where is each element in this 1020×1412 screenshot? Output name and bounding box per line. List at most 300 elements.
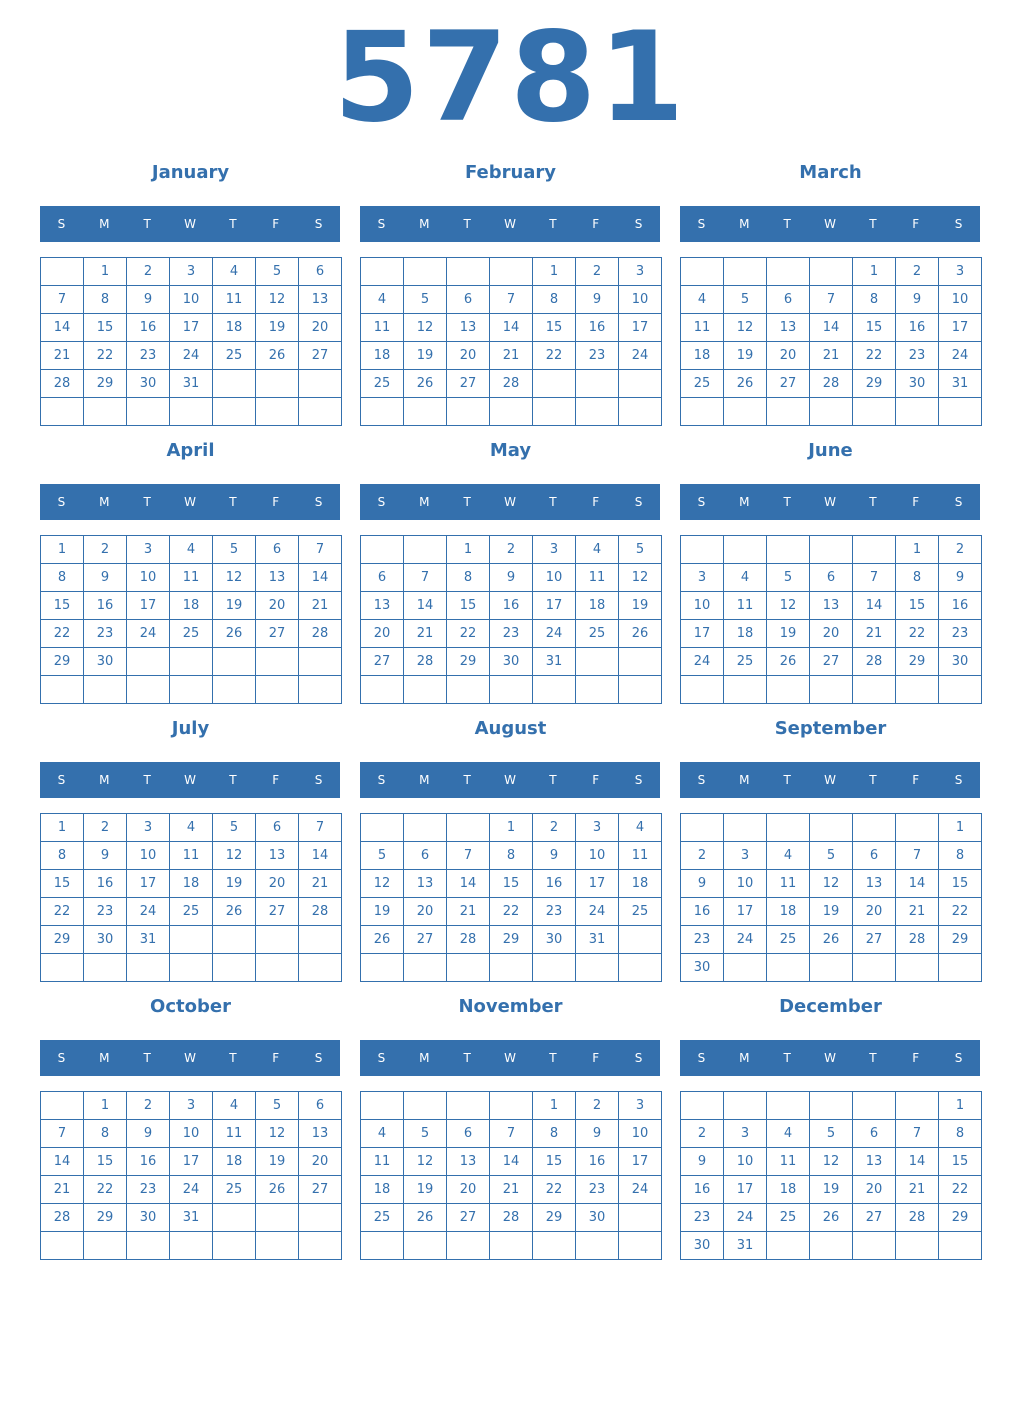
day-cell: 28 xyxy=(447,926,490,954)
day-cell: 27 xyxy=(361,648,404,676)
day-cell: 12 xyxy=(810,1148,853,1176)
day-cell xyxy=(810,954,853,982)
day-cell: 1 xyxy=(853,258,896,286)
day-cell: 22 xyxy=(84,342,127,370)
day-cell: 10 xyxy=(724,1148,767,1176)
day-cell: 23 xyxy=(576,1176,619,1204)
month-name: March xyxy=(799,162,862,183)
day-cell xyxy=(256,926,299,954)
day-cell xyxy=(853,398,896,426)
day-cell: 2 xyxy=(896,258,939,286)
day-cell: 25 xyxy=(767,1204,810,1232)
day-cell: 3 xyxy=(619,258,662,286)
day-cell: 30 xyxy=(84,926,127,954)
day-cell: 23 xyxy=(681,926,724,954)
day-cell: 4 xyxy=(681,286,724,314)
weekday-label: F xyxy=(912,217,920,231)
day-cell: 14 xyxy=(41,314,84,342)
day-cell: 28 xyxy=(853,648,896,676)
weekday-label: F xyxy=(272,217,280,231)
weekday-label: F xyxy=(272,773,280,787)
month-february xyxy=(360,158,661,426)
day-cell: 7 xyxy=(41,1120,84,1148)
day-cell xyxy=(619,676,662,704)
day-cell: 25 xyxy=(361,1204,404,1232)
day-cell: 4 xyxy=(361,286,404,314)
day-cell xyxy=(681,814,724,842)
day-cell: 26 xyxy=(404,1204,447,1232)
weekday-label: F xyxy=(592,773,600,787)
day-cell: 29 xyxy=(84,1204,127,1232)
day-cell: 31 xyxy=(170,370,213,398)
weekday-label: S xyxy=(697,217,706,231)
day-cell xyxy=(490,676,533,704)
day-cell: 18 xyxy=(170,592,213,620)
day-cell: 6 xyxy=(256,536,299,564)
day-cell: 18 xyxy=(681,342,724,370)
day-cell: 21 xyxy=(490,1176,533,1204)
day-cell xyxy=(404,814,447,842)
day-cell: 3 xyxy=(170,258,213,286)
day-cell: 1 xyxy=(490,814,533,842)
day-cell xyxy=(767,954,810,982)
day-cell xyxy=(724,676,767,704)
weekday-label: T xyxy=(463,773,471,787)
day-cell: 11 xyxy=(576,564,619,592)
day-cell: 20 xyxy=(256,870,299,898)
day-cell: 16 xyxy=(576,314,619,342)
day-cell: 15 xyxy=(939,870,982,898)
day-cell xyxy=(361,1092,404,1120)
weekday-label: F xyxy=(912,495,920,509)
day-cell: 27 xyxy=(853,926,896,954)
day-cell: 11 xyxy=(213,286,256,314)
day-cell: 17 xyxy=(127,870,170,898)
day-cell: 11 xyxy=(361,1148,404,1176)
day-cell: 8 xyxy=(84,286,127,314)
day-cell xyxy=(533,676,576,704)
day-cell xyxy=(299,676,342,704)
day-cell: 28 xyxy=(299,898,342,926)
day-cell xyxy=(896,676,939,704)
weekday-label: T xyxy=(869,773,877,787)
day-cell: 22 xyxy=(41,620,84,648)
month-march xyxy=(680,158,981,426)
day-cell: 22 xyxy=(447,620,490,648)
day-cell: 10 xyxy=(576,842,619,870)
day-cell: 25 xyxy=(361,370,404,398)
day-cell: 13 xyxy=(810,592,853,620)
day-cell xyxy=(724,1092,767,1120)
days-grid xyxy=(360,813,662,982)
day-cell: 7 xyxy=(490,1120,533,1148)
day-cell xyxy=(404,536,447,564)
day-cell: 8 xyxy=(447,564,490,592)
day-cell: 1 xyxy=(447,536,490,564)
day-cell: 20 xyxy=(404,898,447,926)
day-cell: 6 xyxy=(299,1092,342,1120)
day-cell xyxy=(533,370,576,398)
day-cell: 13 xyxy=(853,870,896,898)
day-cell: 12 xyxy=(256,1120,299,1148)
weekday-header xyxy=(680,484,980,520)
day-cell: 20 xyxy=(447,342,490,370)
day-cell: 5 xyxy=(767,564,810,592)
day-cell xyxy=(170,676,213,704)
day-cell xyxy=(127,954,170,982)
day-cell: 28 xyxy=(896,1204,939,1232)
day-cell: 14 xyxy=(490,314,533,342)
day-cell: 21 xyxy=(404,620,447,648)
day-cell xyxy=(681,676,724,704)
weekday-label: S xyxy=(634,773,643,787)
day-cell: 18 xyxy=(767,1176,810,1204)
day-cell: 15 xyxy=(41,592,84,620)
day-cell xyxy=(41,954,84,982)
weekday-label: F xyxy=(272,495,280,509)
day-cell xyxy=(213,1232,256,1260)
day-cell: 16 xyxy=(681,898,724,926)
day-cell: 23 xyxy=(681,1204,724,1232)
day-cell: 17 xyxy=(724,898,767,926)
day-cell xyxy=(256,1204,299,1232)
day-cell xyxy=(299,926,342,954)
day-cell: 7 xyxy=(490,286,533,314)
day-cell xyxy=(939,676,982,704)
day-cell: 26 xyxy=(810,926,853,954)
days-grid xyxy=(680,257,982,426)
day-cell: 3 xyxy=(681,564,724,592)
day-cell: 27 xyxy=(299,342,342,370)
day-cell xyxy=(41,1232,84,1260)
weekday-label: M xyxy=(419,495,430,509)
day-cell: 1 xyxy=(84,258,127,286)
weekday-label: S xyxy=(57,773,66,787)
day-cell: 13 xyxy=(256,564,299,592)
day-cell: 30 xyxy=(84,648,127,676)
day-cell: 25 xyxy=(767,926,810,954)
day-cell xyxy=(853,814,896,842)
day-cell xyxy=(213,1204,256,1232)
day-cell xyxy=(447,676,490,704)
day-cell: 6 xyxy=(299,258,342,286)
day-cell: 1 xyxy=(533,1092,576,1120)
day-cell: 22 xyxy=(896,620,939,648)
day-cell: 14 xyxy=(896,1148,939,1176)
day-cell: 13 xyxy=(447,314,490,342)
weekday-label: T xyxy=(463,217,471,231)
day-cell: 17 xyxy=(170,1148,213,1176)
day-cell xyxy=(447,1092,490,1120)
day-cell xyxy=(361,954,404,982)
day-cell: 19 xyxy=(361,898,404,926)
day-cell xyxy=(299,648,342,676)
day-cell: 28 xyxy=(810,370,853,398)
day-cell: 5 xyxy=(404,286,447,314)
weekday-label: S xyxy=(377,1051,386,1065)
day-cell: 23 xyxy=(84,620,127,648)
day-cell: 17 xyxy=(127,592,170,620)
day-cell: 22 xyxy=(533,1176,576,1204)
day-cell: 19 xyxy=(256,314,299,342)
day-cell: 10 xyxy=(170,286,213,314)
day-cell xyxy=(404,676,447,704)
day-cell: 12 xyxy=(256,286,299,314)
day-cell: 30 xyxy=(896,370,939,398)
day-cell: 4 xyxy=(361,1120,404,1148)
day-cell xyxy=(256,648,299,676)
day-cell: 21 xyxy=(41,1176,84,1204)
day-cell: 15 xyxy=(896,592,939,620)
day-cell: 18 xyxy=(619,870,662,898)
day-cell: 2 xyxy=(127,258,170,286)
weekday-header xyxy=(360,484,660,520)
day-cell: 12 xyxy=(619,564,662,592)
day-cell: 21 xyxy=(896,1176,939,1204)
day-cell: 29 xyxy=(84,370,127,398)
day-cell xyxy=(619,648,662,676)
weekday-label: S xyxy=(377,217,386,231)
weekday-label: M xyxy=(739,1051,750,1065)
day-cell: 1 xyxy=(41,536,84,564)
day-cell: 16 xyxy=(84,592,127,620)
day-cell: 26 xyxy=(213,620,256,648)
day-cell xyxy=(853,954,896,982)
weekday-label: T xyxy=(229,1051,237,1065)
day-cell xyxy=(299,1204,342,1232)
day-cell: 13 xyxy=(767,314,810,342)
day-cell: 28 xyxy=(299,620,342,648)
day-cell xyxy=(41,258,84,286)
day-cell: 3 xyxy=(724,842,767,870)
day-cell xyxy=(853,536,896,564)
day-cell: 26 xyxy=(213,898,256,926)
day-cell: 3 xyxy=(127,536,170,564)
day-cell: 24 xyxy=(533,620,576,648)
weekday-label: T xyxy=(229,773,237,787)
day-cell: 30 xyxy=(576,1204,619,1232)
day-cell: 15 xyxy=(41,870,84,898)
days-grid xyxy=(40,257,342,426)
day-cell: 2 xyxy=(84,814,127,842)
day-cell xyxy=(127,398,170,426)
day-cell: 4 xyxy=(213,258,256,286)
day-cell xyxy=(256,1232,299,1260)
day-cell: 11 xyxy=(361,314,404,342)
day-cell: 18 xyxy=(576,592,619,620)
month-october xyxy=(40,992,341,1260)
day-cell xyxy=(724,258,767,286)
day-cell: 8 xyxy=(41,842,84,870)
day-cell xyxy=(447,398,490,426)
day-cell: 22 xyxy=(490,898,533,926)
day-cell xyxy=(681,398,724,426)
weekday-label: T xyxy=(143,217,151,231)
day-cell: 13 xyxy=(256,842,299,870)
day-cell: 17 xyxy=(533,592,576,620)
day-cell xyxy=(681,1092,724,1120)
day-cell: 10 xyxy=(619,286,662,314)
weekday-label: S xyxy=(954,1051,963,1065)
weekday-label: M xyxy=(99,773,110,787)
day-cell: 6 xyxy=(256,814,299,842)
day-cell: 18 xyxy=(767,898,810,926)
day-cell: 30 xyxy=(127,1204,170,1232)
day-cell: 4 xyxy=(576,536,619,564)
day-cell: 24 xyxy=(681,648,724,676)
month-name: January xyxy=(151,162,230,183)
day-cell: 3 xyxy=(170,1092,213,1120)
day-cell: 29 xyxy=(939,926,982,954)
day-cell xyxy=(724,398,767,426)
day-cell xyxy=(490,1092,533,1120)
weekday-label: W xyxy=(824,1051,836,1065)
day-cell: 9 xyxy=(84,842,127,870)
day-cell: 29 xyxy=(896,648,939,676)
day-cell: 5 xyxy=(619,536,662,564)
month-june xyxy=(680,436,981,704)
day-cell xyxy=(213,398,256,426)
day-cell xyxy=(896,1232,939,1260)
weekday-label: S xyxy=(377,773,386,787)
month-july xyxy=(40,714,341,982)
day-cell: 12 xyxy=(404,314,447,342)
day-cell: 23 xyxy=(939,620,982,648)
day-cell xyxy=(810,814,853,842)
day-cell: 7 xyxy=(447,842,490,870)
day-cell xyxy=(447,814,490,842)
weekday-label: S xyxy=(954,495,963,509)
month-name: August xyxy=(474,718,547,739)
day-cell: 17 xyxy=(170,314,213,342)
weekday-label: S xyxy=(57,495,66,509)
day-cell: 21 xyxy=(853,620,896,648)
day-cell: 27 xyxy=(767,370,810,398)
weekday-label: W xyxy=(184,773,196,787)
day-cell: 9 xyxy=(681,870,724,898)
weekday-label: F xyxy=(912,773,920,787)
day-cell: 11 xyxy=(724,592,767,620)
day-cell: 30 xyxy=(681,954,724,982)
day-cell: 26 xyxy=(767,648,810,676)
day-cell: 25 xyxy=(213,342,256,370)
day-cell xyxy=(170,954,213,982)
day-cell xyxy=(490,398,533,426)
weekday-label: T xyxy=(463,1051,471,1065)
day-cell: 9 xyxy=(576,1120,619,1148)
weekday-label: M xyxy=(419,1051,430,1065)
days-grid xyxy=(360,1091,662,1260)
day-cell: 16 xyxy=(576,1148,619,1176)
day-cell: 15 xyxy=(939,1148,982,1176)
days-grid xyxy=(360,535,662,704)
day-cell: 24 xyxy=(724,1204,767,1232)
day-cell: 16 xyxy=(490,592,533,620)
day-cell: 26 xyxy=(256,1176,299,1204)
weekday-label: S xyxy=(377,495,386,509)
weekday-label: M xyxy=(419,217,430,231)
day-cell xyxy=(681,258,724,286)
day-cell xyxy=(361,536,404,564)
weekday-label: M xyxy=(739,217,750,231)
day-cell xyxy=(490,258,533,286)
day-cell xyxy=(810,1092,853,1120)
day-cell xyxy=(213,648,256,676)
day-cell: 2 xyxy=(84,536,127,564)
weekday-label: M xyxy=(99,495,110,509)
day-cell: 4 xyxy=(767,1120,810,1148)
weekday-label: T xyxy=(783,495,791,509)
day-cell: 16 xyxy=(681,1176,724,1204)
day-cell xyxy=(576,370,619,398)
day-cell: 10 xyxy=(939,286,982,314)
day-cell: 15 xyxy=(533,314,576,342)
day-cell xyxy=(404,954,447,982)
day-cell: 18 xyxy=(361,342,404,370)
weekday-label: T xyxy=(229,217,237,231)
day-cell: 29 xyxy=(490,926,533,954)
day-cell: 20 xyxy=(767,342,810,370)
day-cell xyxy=(256,954,299,982)
day-cell xyxy=(213,926,256,954)
day-cell: 14 xyxy=(853,592,896,620)
day-cell: 6 xyxy=(447,1120,490,1148)
day-cell: 26 xyxy=(256,342,299,370)
day-cell xyxy=(170,926,213,954)
day-cell: 17 xyxy=(619,1148,662,1176)
weekday-label: S xyxy=(314,217,323,231)
year-title: 5781 xyxy=(333,6,687,150)
weekday-label: F xyxy=(912,1051,920,1065)
day-cell: 13 xyxy=(404,870,447,898)
day-cell: 6 xyxy=(361,564,404,592)
day-cell: 15 xyxy=(853,314,896,342)
day-cell: 2 xyxy=(533,814,576,842)
day-cell xyxy=(127,1232,170,1260)
day-cell xyxy=(84,954,127,982)
day-cell xyxy=(361,814,404,842)
day-cell: 8 xyxy=(533,286,576,314)
day-cell: 4 xyxy=(213,1092,256,1120)
day-cell: 27 xyxy=(256,620,299,648)
day-cell: 26 xyxy=(724,370,767,398)
day-cell: 7 xyxy=(404,564,447,592)
day-cell xyxy=(576,398,619,426)
weekday-header xyxy=(680,762,980,798)
days-grid xyxy=(680,535,982,704)
day-cell: 18 xyxy=(213,314,256,342)
weekday-header xyxy=(40,1040,340,1076)
day-cell xyxy=(619,926,662,954)
day-cell: 28 xyxy=(41,370,84,398)
day-cell: 19 xyxy=(810,1176,853,1204)
day-cell: 20 xyxy=(853,898,896,926)
weekday-label: M xyxy=(99,217,110,231)
weekday-label: W xyxy=(824,495,836,509)
day-cell: 14 xyxy=(896,870,939,898)
month-name: November xyxy=(458,996,563,1017)
day-cell: 31 xyxy=(533,648,576,676)
day-cell: 16 xyxy=(84,870,127,898)
day-cell: 3 xyxy=(939,258,982,286)
weekday-label: S xyxy=(697,1051,706,1065)
day-cell: 15 xyxy=(84,1148,127,1176)
day-cell: 2 xyxy=(127,1092,170,1120)
month-name: October xyxy=(150,996,231,1017)
day-cell: 6 xyxy=(810,564,853,592)
day-cell: 5 xyxy=(256,1092,299,1120)
day-cell: 28 xyxy=(41,1204,84,1232)
